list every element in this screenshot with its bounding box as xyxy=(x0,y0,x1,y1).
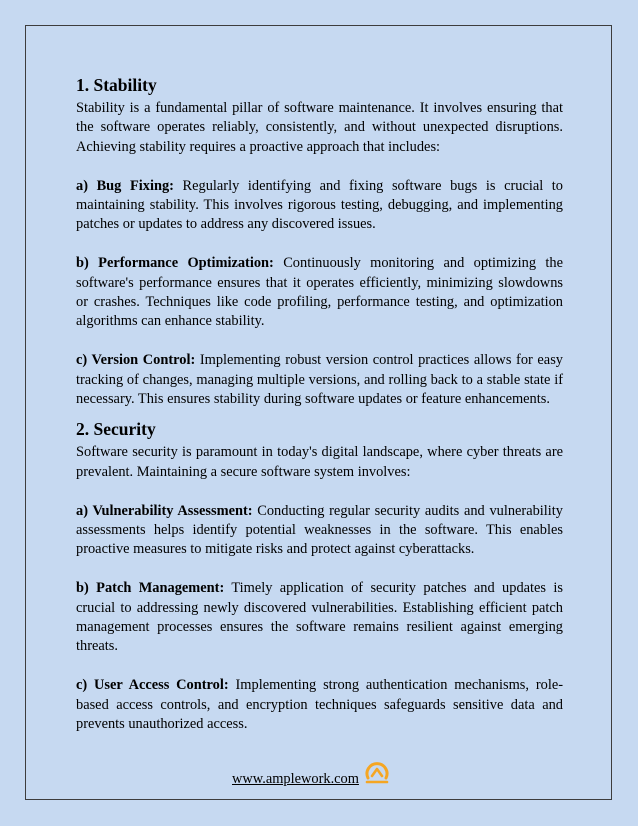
item-term: c) User Access Control: xyxy=(76,677,229,694)
item-term: a) Bug Fixing: xyxy=(76,177,174,194)
section-stability xyxy=(76,74,563,409)
item-text: Timely application of security patches and updates is crucial to addressing newly discovered vulnerabilities. Establishing efficient patch management processes ensures the software remains resilient against emerging threats. xyxy=(76,580,563,655)
section-heading: 1. Stability xyxy=(76,75,157,95)
item-term: a) Vulnerability Assessment: xyxy=(76,502,253,519)
list-item xyxy=(76,177,563,235)
section-intro: Software security is paramount in today's digital landscape, where cyber threats are prevalent. Maintaining a secure software system involves: xyxy=(76,444,563,480)
list-item xyxy=(76,254,563,332)
section-security xyxy=(76,418,563,734)
item-term: c) Version Control: xyxy=(76,352,196,369)
document-body xyxy=(76,74,563,735)
page-footer xyxy=(0,758,638,790)
section-intro: Stability is a fundamental pillar of software maintenance. It involves ensuring that the software operates reliably, consistently, and without unexpected disruptions. Achieving stability requires a proactive approach that includes: xyxy=(76,100,563,155)
item-text: Conducting regular security audits and vulnerability assessments helps identify potential weaknesses in the software. This enables proactive measures to mitigate risks and protect against cyberattacks. xyxy=(76,502,563,558)
item-text: Implementing robust version control practices allows for easy tracking of changes, managing multiple versions, and rolling back to a stable state if necessary. This ensures stability during software updates or feature enhancements. xyxy=(76,352,563,408)
list-item xyxy=(76,351,563,409)
item-term: b) Patch Management: xyxy=(76,580,225,597)
item-text: Regularly identifying and fixing software bugs is crucial to maintaining stability. This involves rigorous testing, debugging, and implementing patches or updates to address any discovered issues. xyxy=(76,177,563,233)
list-item xyxy=(76,676,563,734)
item-text: Continuously monitoring and optimizing the software's performance ensures that it operates efficiently, minimizing slowdowns or crashes. Techniques like code profiling, performance testing, and optimization algorithms can enhance stability. xyxy=(76,255,563,330)
list-item xyxy=(76,579,563,657)
section-heading: 2. Security xyxy=(76,419,156,440)
list-item xyxy=(76,502,563,560)
item-text: Implementing strong authentication mechanisms, role-based access controls, and encryption techniques safeguards sensitive data and prevents unauthorized access. xyxy=(76,677,563,733)
amplework-logo-icon xyxy=(363,758,391,786)
item-term: b) Performance Optimization: xyxy=(76,255,274,272)
website-link[interactable]: www.amplework.com xyxy=(232,771,359,787)
